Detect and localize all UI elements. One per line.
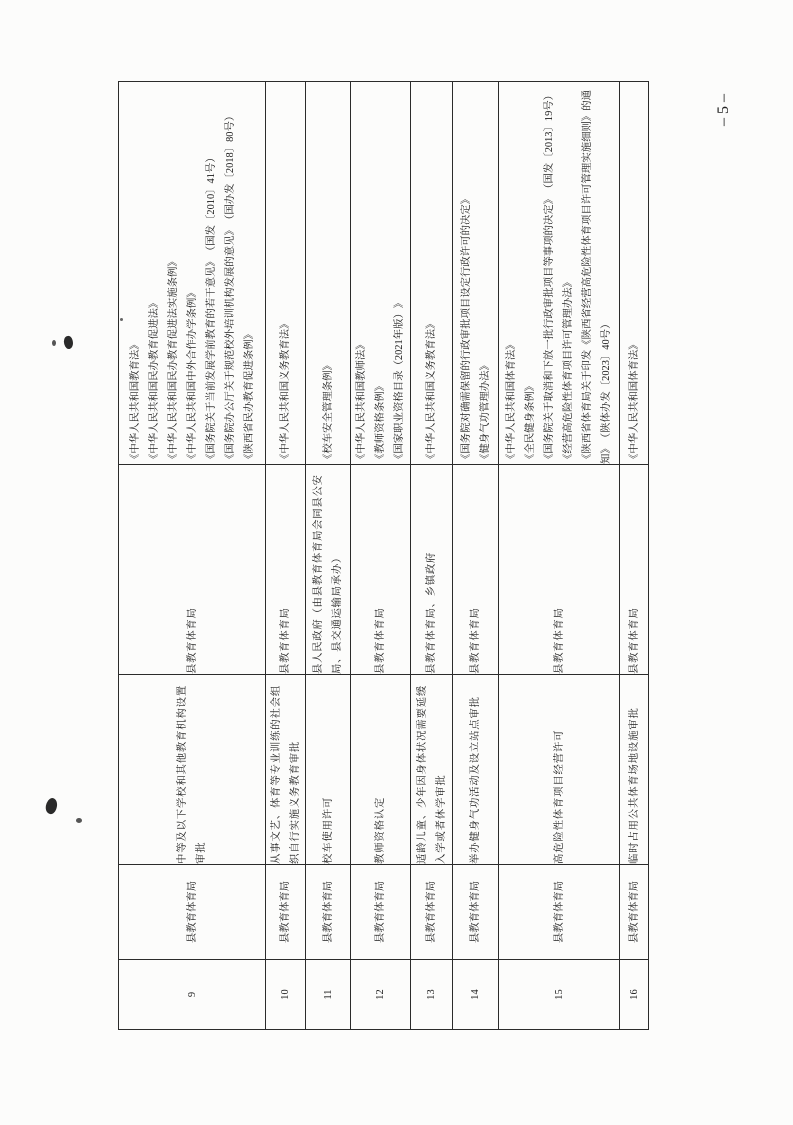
handling-agency: 县人民政府（由县教育体育局会同县公安局、县交通运输局承办） xyxy=(306,465,351,675)
handling-agency: 县教育体育局 xyxy=(351,465,411,675)
legal-basis-entry: 《国务院关于当前发展学前教育的若干意见》（国发〔2010〕41号） xyxy=(205,152,217,464)
legal-basis xyxy=(453,82,499,465)
legal-basis-entry: 《中华人民共和国中外合作办学条例》 xyxy=(186,287,198,464)
legal-basis-entry: 《中华人民共和国教育法》 xyxy=(129,339,141,464)
handling-agency: 县教育体育局 xyxy=(499,465,620,675)
legal-basis-entry: 《教师资格条例》 xyxy=(375,380,386,464)
handling-agency: 县教育体育局 xyxy=(620,465,649,675)
table-row xyxy=(351,82,411,1030)
legal-basis xyxy=(351,82,411,465)
row-number: 16 xyxy=(620,960,649,1030)
item-name: 举办健身气功活动及设立站点审批 xyxy=(453,675,499,865)
table-row xyxy=(266,82,306,1030)
legal-basis-entry: 《中华人民共和国民办教育促进法实施条例》 xyxy=(167,256,179,464)
legal-basis-entry: 《经营高危险性体育项目许可管理办法》 xyxy=(563,276,574,464)
table-row xyxy=(119,82,266,1030)
legal-basis xyxy=(620,82,649,465)
table-row xyxy=(499,82,620,1030)
legal-basis-entry: 《中华人民共和国体育法》 xyxy=(506,339,517,464)
legal-basis xyxy=(411,82,453,465)
handling-agency: 县教育体育局 xyxy=(266,465,306,675)
legal-basis-entry: 《国家职业资格目录（2021年版）》 xyxy=(394,297,405,464)
row-number: 14 xyxy=(453,960,499,1030)
implementing-authority: 县教育体育局 xyxy=(499,865,620,960)
handling-agency: 县教育体育局 xyxy=(119,465,266,675)
legal-basis-entry: 《中华人民共和国体育法》 xyxy=(628,339,640,464)
item-name: 校车使用许可 xyxy=(306,675,351,865)
page-number: – 5 – xyxy=(715,94,732,126)
legal-basis-entry: 《校车安全管理条例》 xyxy=(322,360,334,464)
handling-agency: 县教育体育局 xyxy=(453,465,499,675)
item-name: 适龄儿童、少年因身体状况需要延缓入学或者休学审批 xyxy=(411,675,453,865)
item-name: 临时占用公共体育场地设施审批 xyxy=(620,675,649,865)
table-row xyxy=(306,82,351,1030)
legal-basis-entry: 《中华人民共和国义务教育法》 xyxy=(280,318,291,464)
legal-basis xyxy=(119,82,266,465)
implementing-authority: 县教育体育局 xyxy=(266,865,306,960)
table-row xyxy=(453,82,499,1030)
legal-basis-entry: 《健身气功管理办法》 xyxy=(479,360,491,464)
administrative-approval-table xyxy=(118,81,649,1030)
legal-basis-entry: 《陕西省民办教育促进条例》 xyxy=(243,328,255,464)
handling-agency: 县教育体育局、乡镇政府 xyxy=(411,465,453,675)
table-row xyxy=(411,82,453,1030)
legal-basis xyxy=(499,82,620,465)
legal-basis xyxy=(266,82,306,465)
implementing-authority: 县教育体育局 xyxy=(306,865,351,960)
implementing-authority: 县教育体育局 xyxy=(620,865,649,960)
legal-basis-entry: 《国务院对确需保留的行政审批项目设定行政许可的决定》 xyxy=(460,193,472,464)
row-number: 10 xyxy=(266,960,306,1030)
implementing-authority: 县教育体育局 xyxy=(411,865,453,960)
legal-basis-entry: 《中华人民共和国民办教育促进法》 xyxy=(148,297,160,464)
legal-basis-entry: 《全民健身条例》 xyxy=(525,380,536,464)
implementing-authority: 县教育体育局 xyxy=(351,865,411,960)
row-number: 12 xyxy=(351,960,411,1030)
implementing-authority: 县教育体育局 xyxy=(453,865,499,960)
item-name: 教师资格认定 xyxy=(351,675,411,865)
row-number: 15 xyxy=(499,960,620,1030)
legal-basis xyxy=(306,82,351,465)
legal-basis-entry: 《国务院关于取消和下放一批行政审批项目等事项的决定》（国发〔2013〕19号） xyxy=(544,89,555,464)
legal-basis-entry: 《中华人民共和国教师法》 xyxy=(356,339,367,464)
row-number: 13 xyxy=(411,960,453,1030)
item-name: 高危险性体育项目经营许可 xyxy=(499,675,620,865)
table-row xyxy=(620,82,649,1030)
row-number: 9 xyxy=(119,960,266,1030)
item-name: 从事文艺、体育等专业训练的社会组织自行实施义务教育审批 xyxy=(266,675,306,865)
row-number: 11 xyxy=(306,960,351,1030)
item-name: 中等及以下学校和其他教育机构设置审批 xyxy=(119,675,266,865)
legal-basis-entry: 《国务院办公厅关于规范校外培训机构发展的意见》（国办发〔2018〕80号） xyxy=(224,110,236,464)
implementing-authority: 县教育体育局 xyxy=(119,865,266,960)
legal-basis-entry: 《陕西省体育局关于印发《陕西省经营高危险性体育项目许可管理实施细则》的通知》（陕体办发〔2023〕40号） xyxy=(582,89,612,464)
legal-basis-entry: 《中华人民共和国义务教育法》 xyxy=(426,318,437,464)
